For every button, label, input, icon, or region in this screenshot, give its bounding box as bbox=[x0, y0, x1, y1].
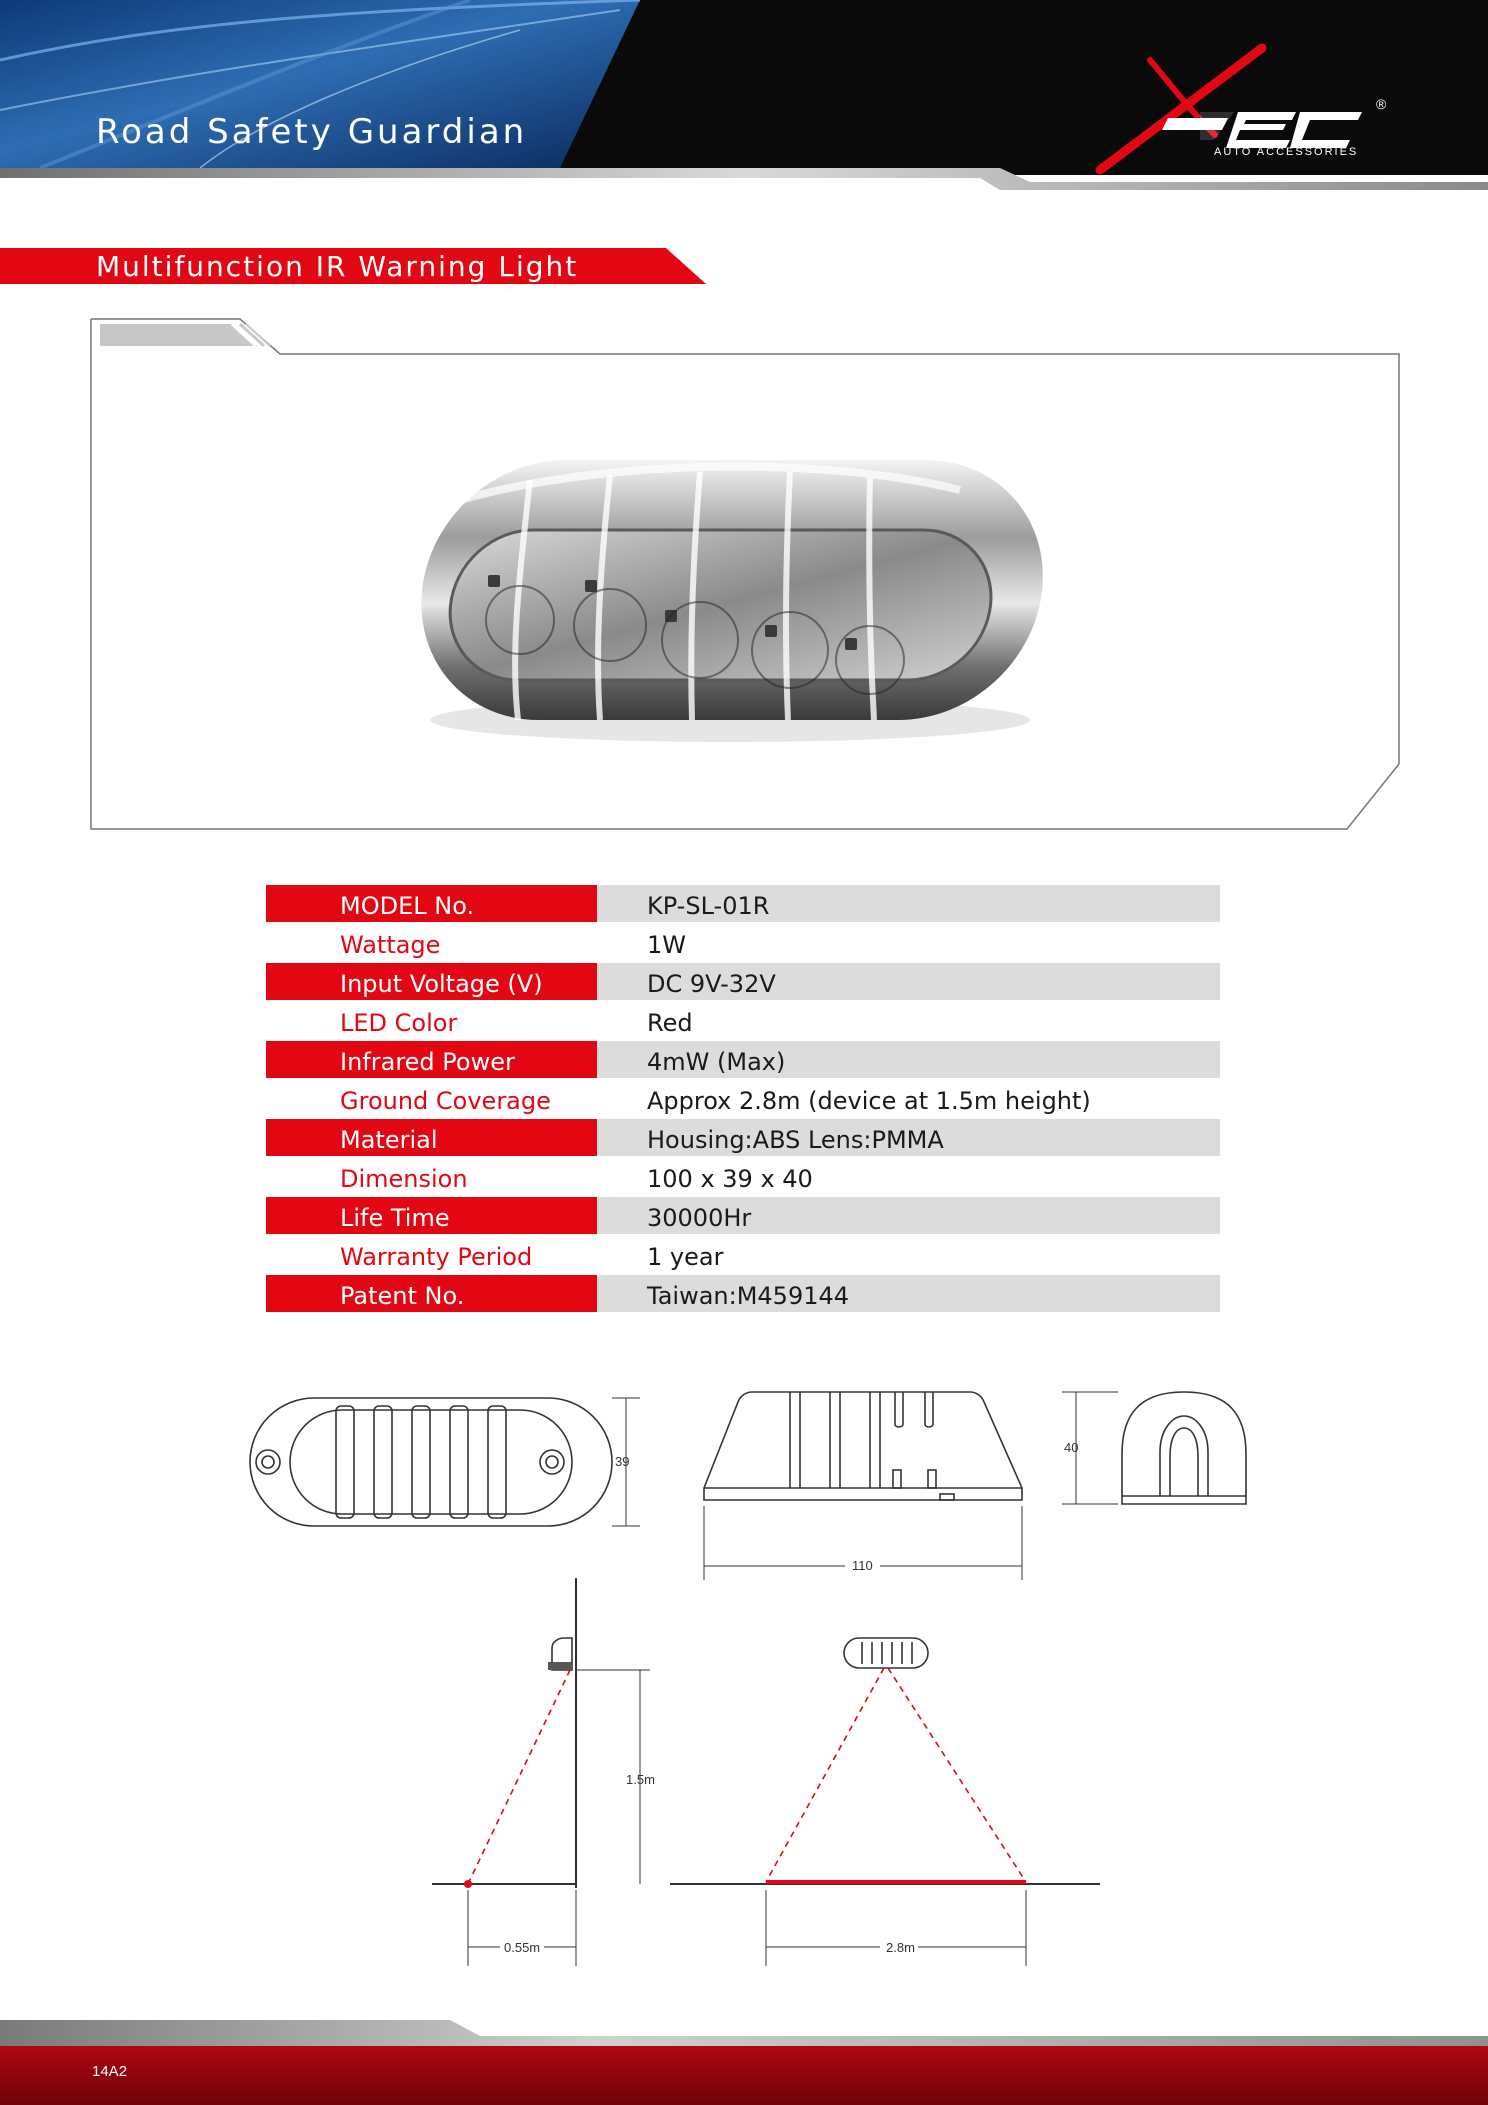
page-code: 14A2 bbox=[92, 2063, 128, 2080]
spec-value: 1 year bbox=[597, 1236, 1220, 1273]
spec-row bbox=[266, 1158, 1220, 1197]
spec-value: 30000Hr bbox=[597, 1197, 1220, 1234]
spec-row bbox=[266, 1197, 1220, 1236]
end-view-drawing bbox=[1062, 1392, 1246, 1504]
coverage-label: 2.8m bbox=[886, 1940, 915, 1955]
spec-row bbox=[266, 1080, 1220, 1119]
spec-row bbox=[266, 963, 1220, 1002]
product-photo bbox=[400, 420, 1050, 760]
spec-label: Wattage bbox=[266, 924, 597, 961]
spec-label: Patent No. bbox=[266, 1275, 597, 1312]
spec-value: DC 9V-32V bbox=[597, 963, 1220, 1000]
spec-label: Material bbox=[266, 1119, 597, 1156]
end-view-height-label: 40 bbox=[1064, 1440, 1079, 1455]
header-title: Road Safety Guardian bbox=[96, 112, 528, 152]
spec-value: Red bbox=[597, 1002, 1220, 1039]
spec-row bbox=[266, 1119, 1220, 1158]
spec-row bbox=[266, 1041, 1220, 1080]
spec-value: Approx 2.8m (device at 1.5m height) bbox=[597, 1080, 1220, 1117]
spec-label: Life Time bbox=[266, 1197, 597, 1234]
footer-banner bbox=[0, 2020, 1488, 2105]
registered-mark: ® bbox=[1376, 96, 1387, 112]
spec-label: MODEL No. bbox=[266, 885, 597, 922]
spec-row bbox=[266, 1236, 1220, 1275]
spec-row bbox=[266, 885, 1220, 924]
spec-label: Ground Coverage bbox=[266, 1080, 597, 1117]
spec-label: Warranty Period bbox=[266, 1236, 597, 1273]
spec-value: Taiwan:M459144 bbox=[597, 1275, 1220, 1312]
coverage-diagram bbox=[670, 1638, 1100, 1966]
brand-tagline: AUTO ACCESSORIES bbox=[1214, 146, 1359, 158]
spec-value: 100 x 39 x 40 bbox=[597, 1158, 1220, 1195]
spec-label: Infrared Power bbox=[266, 1041, 597, 1078]
section-title: Multifunction IR Warning Light bbox=[96, 250, 579, 283]
header-banner bbox=[0, 0, 1488, 200]
spec-value: 1W bbox=[597, 924, 1220, 961]
mounting-side-diagram bbox=[432, 1578, 650, 1966]
side-view-drawing bbox=[704, 1392, 1022, 1580]
spec-row bbox=[266, 1002, 1220, 1041]
spec-label: Dimension bbox=[266, 1158, 597, 1195]
spec-value: 4mW (Max) bbox=[597, 1041, 1220, 1078]
spec-row bbox=[266, 1275, 1220, 1314]
side-view-length-label: 110 bbox=[852, 1558, 873, 1573]
spec-value: KP-SL-01R bbox=[597, 885, 1220, 922]
top-view-height-label: 39 bbox=[615, 1454, 630, 1469]
spec-table bbox=[266, 885, 1220, 1314]
spec-row bbox=[266, 924, 1220, 963]
offset-label: 0.55m bbox=[504, 1940, 541, 1955]
top-view-drawing bbox=[250, 1398, 640, 1526]
spec-label: LED Color bbox=[266, 1002, 597, 1039]
technical-drawings bbox=[0, 1370, 1488, 1970]
mount-height-label: 1.5m bbox=[626, 1772, 655, 1787]
spec-value: Housing:ABS Lens:PMMA bbox=[597, 1119, 1220, 1156]
spec-label: Input Voltage (V) bbox=[266, 963, 597, 1000]
